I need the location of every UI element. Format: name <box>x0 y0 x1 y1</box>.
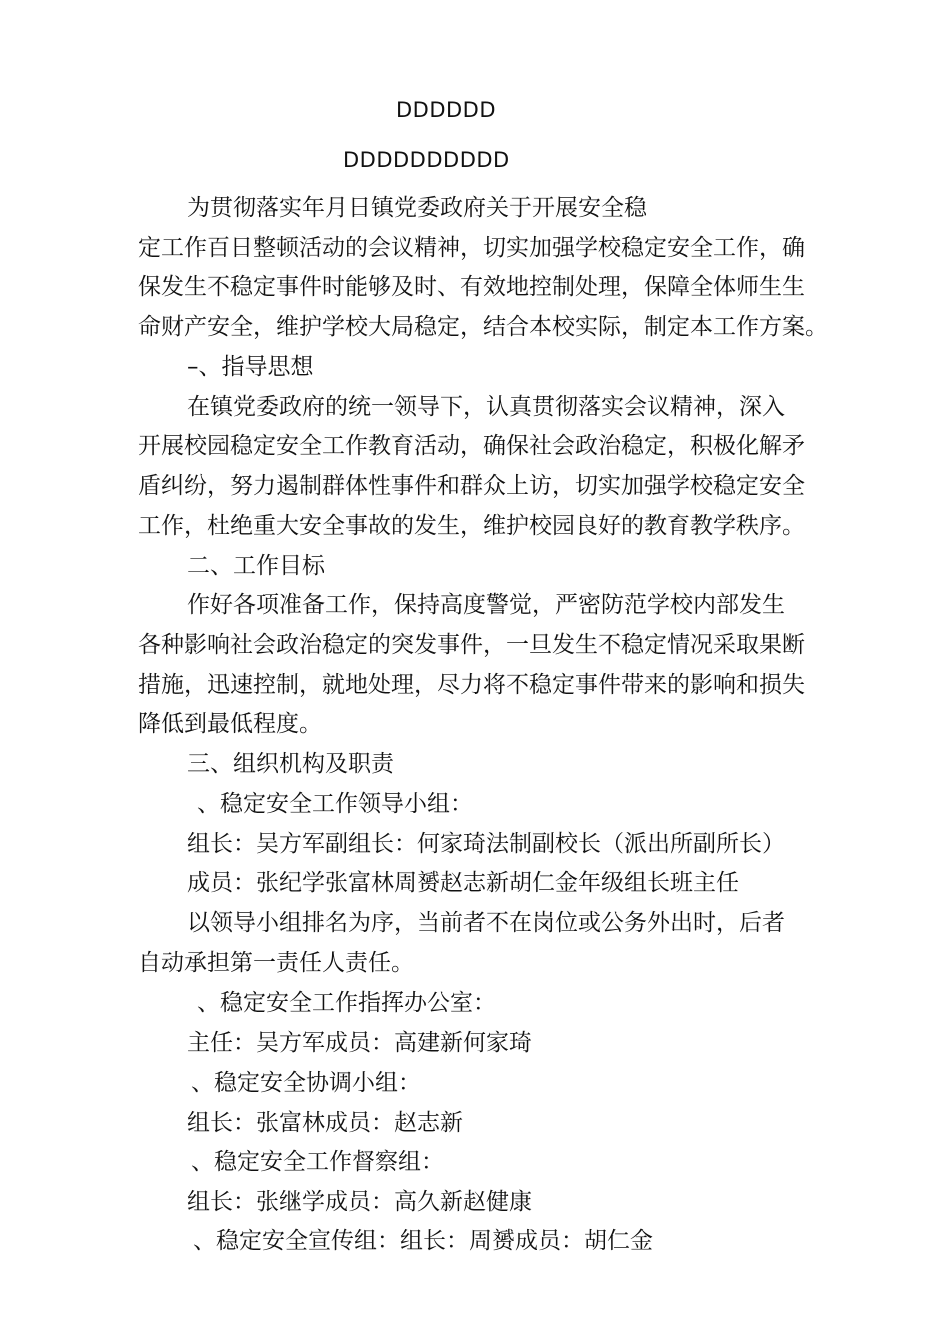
paragraph-line: 成员：张纪学张富林周赟赵志新胡仁金年级组长班主任 <box>187 870 739 896</box>
paragraph-line: 命财产安全，维护学校大局稳定，结合本校实际，制定本工作方案。 <box>138 314 828 340</box>
paragraph-line: 主任：吴方军成员：高建新何家琦 <box>187 1030 532 1056</box>
section-heading: 三、组织机构及职责 <box>187 751 394 777</box>
section-heading: –、指导思想 <box>187 354 314 380</box>
paragraph-line: 作好各项准备工作，保持高度警觉，严密防范学校内部发生 <box>187 592 785 618</box>
doc-subtitle: DDDDDDDDDD <box>343 148 510 172</box>
paragraph-line: 自动承担第一责任人责任。 <box>138 950 414 976</box>
paragraph-line: 为贯彻落实年月日镇党委政府关于开展安全稳 <box>187 195 647 221</box>
paragraph-line: 以领导小组排名为序，当前者不在岗位或公务外出时，后者 <box>187 910 785 936</box>
subsection-heading: 、稳定安全工作督察组： <box>191 1149 444 1175</box>
subsection-heading: 、稳定安全宣传组：组长：周赟成员：胡仁金 <box>193 1228 653 1254</box>
section-heading: 二、工作目标 <box>187 553 325 579</box>
paragraph-line: 各种影响社会政治稳定的突发事件，一旦发生不稳定情况采取果断 <box>138 632 805 658</box>
paragraph-line: 组长：张继学成员：高久新赵健康 <box>187 1189 532 1215</box>
doc-title: DDDDDD <box>396 98 497 122</box>
paragraph-line: 保发生不稳定事件时能够及时、有效地控制处理，保障全体师生生 <box>138 274 805 300</box>
subsection-heading: 、稳定安全工作指挥办公室： <box>197 990 496 1016</box>
paragraph-line: 定工作百日整顿活动的会议精神，切实加强学校稳定安全工作，确 <box>138 235 805 261</box>
subsection-heading: 、稳定安全工作领导小组： <box>197 791 473 817</box>
paragraph-line: 盾纠纷，努力遏制群体性事件和群众上访，切实加强学校稳定安全 <box>138 473 805 499</box>
subsection-heading: 、稳定安全协调小组： <box>191 1070 421 1096</box>
paragraph-line: 措施，迅速控制，就地处理，尽力将不稳定事件带来的影响和损失 <box>138 672 805 698</box>
paragraph-line: 组长：吴方军副组长：何家琦法制副校长（派出所副所长） <box>187 831 785 857</box>
paragraph-line: 降低到最低程度。 <box>138 711 322 737</box>
paragraph-line: 组长：张富林成员：赵志新 <box>187 1110 463 1136</box>
paragraph-line: 开展校园稳定安全工作教育活动，确保社会政治稳定，积极化解矛 <box>138 433 805 459</box>
paragraph-line: 在镇党委政府的统一领导下，认真贯彻落实会议精神，深入 <box>187 394 785 420</box>
paragraph-line: 工作，杜绝重大安全事故的发生，维护校园良好的教育教学秩序。 <box>138 513 805 539</box>
